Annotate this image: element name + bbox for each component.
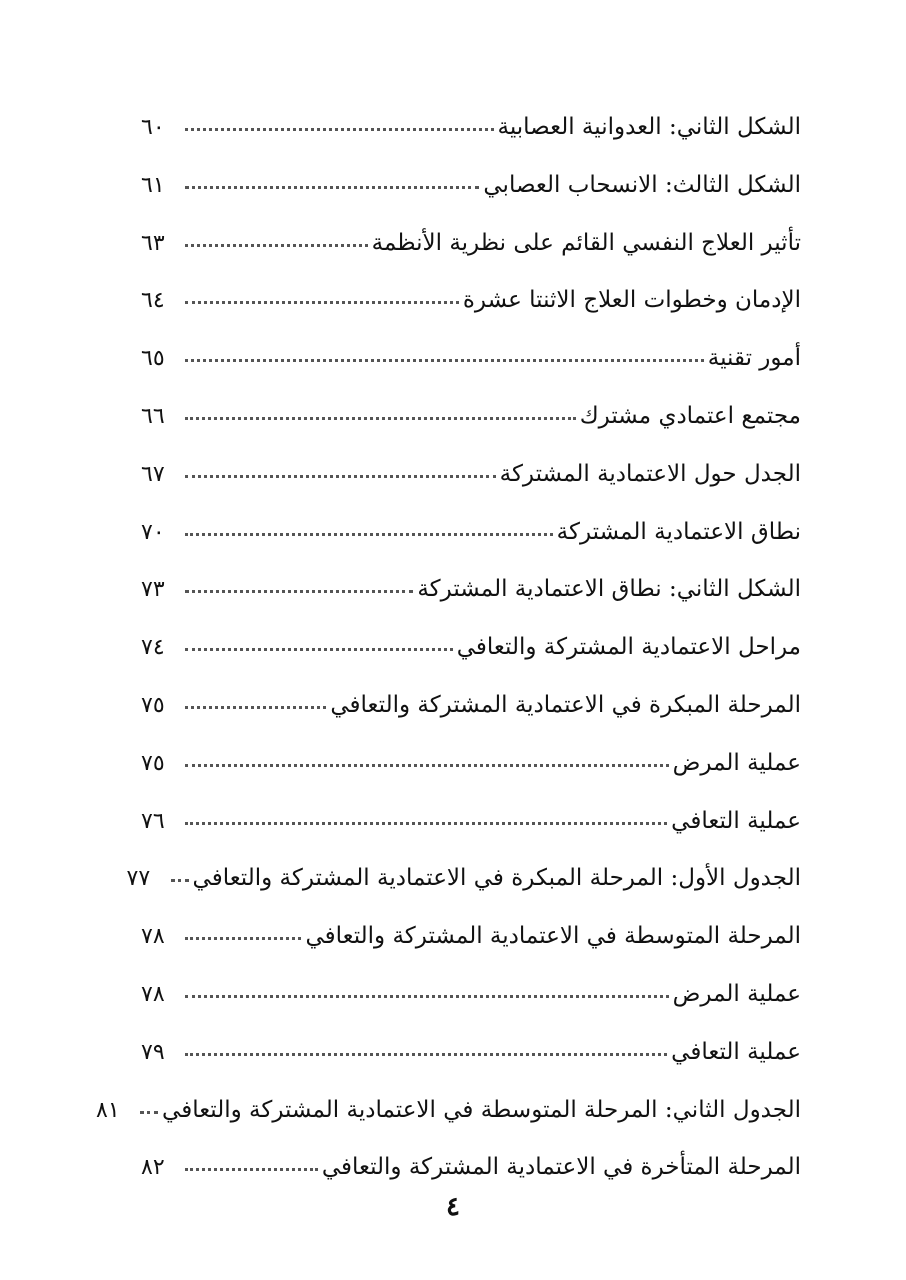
toc-entry-leader-dots — [185, 822, 667, 825]
toc-entry-title: الجدل حول الاعتمادية المشتركة — [499, 460, 801, 487]
toc-entry-page: ٦٣ — [141, 230, 165, 256]
toc-entry-leader-dots — [185, 417, 576, 420]
toc-entry-page: ٧٨ — [141, 981, 165, 1007]
toc-entry-page: ٧٠ — [141, 519, 165, 545]
toc-entry-title: المرحلة المتأخرة في الاعتمادية المشتركة والتعافي — [321, 1154, 801, 1181]
toc-entry-page: ٧٣ — [141, 577, 165, 603]
toc-entry — [141, 798, 801, 856]
toc-entry-title: نطاق الاعتمادية المشتركة — [556, 518, 801, 545]
toc-entry — [96, 1087, 801, 1145]
toc-entry-leader-dots — [185, 1168, 318, 1171]
table-of-contents — [96, 104, 801, 1202]
toc-entry — [141, 566, 801, 624]
toc-entry-leader-dots — [185, 186, 479, 189]
toc-entry-page: ٦١ — [141, 172, 165, 198]
toc-entry — [141, 740, 801, 798]
toc-entry — [141, 335, 801, 393]
toc-entry-page: ٦٤ — [141, 288, 165, 314]
toc-entry-title: تأثير العلاج النفسي القائم على نظرية الأنظمة — [371, 229, 801, 256]
toc-entry — [126, 855, 801, 913]
toc-entry-leader-dots — [185, 533, 553, 536]
toc-entry — [141, 913, 801, 971]
toc-entry-title: المرحلة المتوسطة في الاعتمادية المشتركة والتعافي — [305, 923, 801, 950]
toc-entry-leader-dots — [185, 475, 496, 478]
toc-entry-title: عملية المرض — [672, 980, 801, 1007]
toc-entry-page: ٦٦ — [141, 403, 165, 429]
toc-entry-title: الإدمان وخطوات العلاج الاثنتا عشرة — [462, 287, 801, 314]
toc-entry-leader-dots — [171, 879, 189, 882]
toc-entry — [141, 1029, 801, 1087]
toc-entry-page: ٧٩ — [141, 1039, 165, 1065]
toc-entry — [141, 971, 801, 1029]
toc-entry-page: ٨٢ — [141, 1155, 165, 1181]
toc-entry-leader-dots — [140, 1111, 158, 1114]
toc-entry-title: الشكل الثالث: الانسحاب العصابي — [483, 171, 801, 198]
toc-entry-leader-dots — [185, 1053, 667, 1056]
page-number: ٤ — [446, 1192, 460, 1222]
toc-entry-title: الشكل الثاني: نطاق الاعتمادية المشتركة — [417, 576, 801, 603]
toc-entry — [141, 624, 801, 682]
toc-entry-title: مراحل الاعتمادية المشتركة والتعافي — [456, 634, 801, 661]
toc-entry — [141, 162, 801, 220]
toc-entry-page: ٦٥ — [141, 346, 165, 372]
toc-entry — [141, 682, 801, 740]
toc-entry-title: أمور تقنية — [707, 345, 801, 372]
toc-entry-title: عملية التعافي — [671, 807, 801, 834]
toc-entry — [141, 220, 801, 278]
toc-entry-page: ٧٧ — [126, 866, 151, 892]
toc-entry-page: ٦٧ — [141, 461, 165, 487]
toc-entry-leader-dots — [185, 648, 453, 651]
toc-entry-title: الجدول الثاني: المرحلة المتوسطة في الاعتمادية المشتركة والتعافي — [162, 1096, 801, 1123]
toc-entry-page: ٧٥ — [141, 692, 165, 718]
toc-entry-page: ٧٥ — [141, 750, 165, 776]
toc-entry-page: ٨١ — [96, 1097, 120, 1123]
toc-entry-leader-dots — [185, 764, 669, 767]
toc-entry-title: المرحلة المبكرة في الاعتمادية المشتركة والتعافي — [330, 691, 801, 718]
toc-entry-title: الشكل الثاني: العدوانية العصابية — [497, 114, 801, 140]
toc-entry-leader-dots — [185, 128, 494, 131]
toc-entry-leader-dots — [185, 590, 413, 593]
toc-entry-title: عملية المرض — [672, 749, 801, 776]
toc-entry-leader-dots — [185, 995, 669, 998]
toc-entry-title: عملية التعافي — [671, 1038, 801, 1065]
toc-entry — [141, 451, 801, 509]
toc-entry-page: ٧٤ — [141, 635, 165, 661]
toc-entry — [141, 509, 801, 567]
toc-entry-title: الجدول الأول: المرحلة المبكرة في الاعتمادية المشتركة والتعافي — [192, 865, 801, 892]
toc-entry-leader-dots — [185, 244, 368, 247]
toc-entry-page: ٧٦ — [141, 808, 165, 834]
toc-entry — [141, 393, 801, 451]
toc-entry-page: ٦٠ — [141, 115, 165, 140]
toc-entry — [141, 277, 801, 335]
toc-entry — [141, 104, 801, 162]
toc-entry-leader-dots — [185, 359, 704, 362]
toc-entry-page: ٧٨ — [141, 924, 165, 950]
toc-entry-leader-dots — [185, 706, 326, 709]
toc-entry-title: مجتمع اعتمادي مشترك — [579, 402, 801, 429]
toc-entry-leader-dots — [185, 937, 301, 940]
toc-entry-leader-dots — [185, 301, 459, 304]
